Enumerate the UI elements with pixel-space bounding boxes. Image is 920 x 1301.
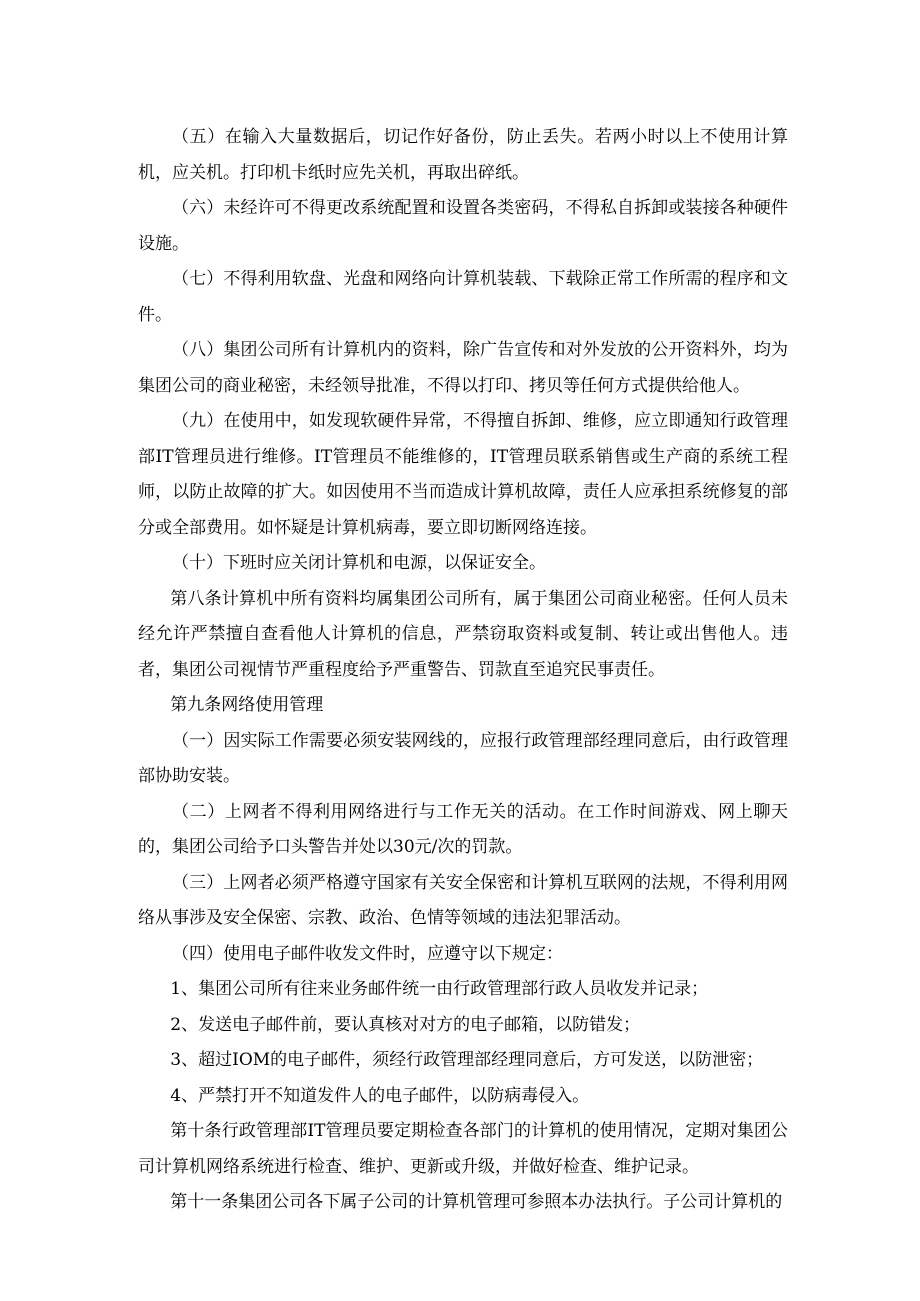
network-item-2: （二）上网者不得利用网络进行与工作无关的活动。在工作时间游戏、网上聊天的，集团公司给予口头警告并处以30元/次的罚款。 <box>138 801 788 857</box>
paragraph-item-9: （九）在使用中，如发现软硬件异常，不得擅自拆卸、维修，应立即通知行政管理部IT管理员进行维修。IT管理员不能维修的，IT管理员联系销售或生产商的系统工程师，以防止故障的扩大。如因使用不当而造成计算机故障，责任人应承担系统修复的部分或全部费用。如怀疑是计算机病毒，要立即切断网络连接。 <box>138 411 788 538</box>
document-body <box>138 120 788 1221</box>
paragraph-item-6: （六）未经许可不得更改系统配置和设置各类密码，不得私自拆卸或装接各种硬件设施。 <box>138 198 788 254</box>
paragraph-item-5: （五）在输入大量数据后，切记作好备份，防止丢失。若两小时以上不使用计算机，应关机。打印机卡纸时应先关机，再取出碎纸。 <box>138 127 788 183</box>
paragraph-item-8: （八）集团公司所有计算机内的资料，除广告宣传和对外发放的公开资料外，均为集团公司的商业秘密，未经领导批准，不得以打印、拷贝等任何方式提供给他人。 <box>138 340 788 396</box>
paragraph-item-10: （十）下班时应关闭计算机和电源，以保证安全。 <box>172 553 546 573</box>
email-rule-3: 3、超过IOM的电子邮件，须经行政管理部经理同意后，方可发送，以防泄密； <box>170 1050 764 1070</box>
article-10: 第十条行政管理部IT管理员要定期检查各部门的计算机的使用情况，定期对集团公司计算机网络系统进行检查、维护、更新或升级，并做好检查、维护记录。 <box>138 1121 788 1177</box>
email-rule-2: 2、发送电子邮件前，要认真核对对方的电子邮箱，以防错发； <box>170 1014 641 1035</box>
paragraph-item-7: （七）不得利用软盘、光盘和网络向计算机装载、下载除正常工作所需的程序和文件。 <box>138 269 788 325</box>
article-11: 第十一条集团公司各下属子公司的计算机管理可参照本办法执行。子公司计算机的 <box>170 1192 783 1212</box>
article-8: 第八条计算机中所有资料均属集团公司所有，属于集团公司商业秘密。任何人员未经允许严禁擅自查看他人计算机的信息，严禁窃取资料或复制、转让或出售他人。违者，集团公司视情节严重程度给予严重警告、罚款直至追究民事责任。 <box>138 588 788 680</box>
network-item-3: （三）上网者必须严格遵守国家有关安全保密和计算机互联网的法规，不得利用网络从事涉及安全保密、宗教、政治、色情等领域的违法犯罪活动。 <box>138 872 788 928</box>
network-item-4: （四）使用电子邮件收发文件时，应遵守以下规定： <box>172 943 563 964</box>
email-rule-4: 4、严禁打开不知道发件人的电子邮件，以防病毒侵入。 <box>170 1085 590 1106</box>
network-item-1: （一）因实际工作需要必须安装网线的，应报行政管理部经理同意后，由行政管理部协助安装。 <box>138 730 788 786</box>
email-rule-1: 1、集团公司所有往来业务邮件统一由行政管理部行政人员收发并记录； <box>170 979 709 999</box>
article-9-heading: 第九条网络使用管理 <box>170 695 324 715</box>
